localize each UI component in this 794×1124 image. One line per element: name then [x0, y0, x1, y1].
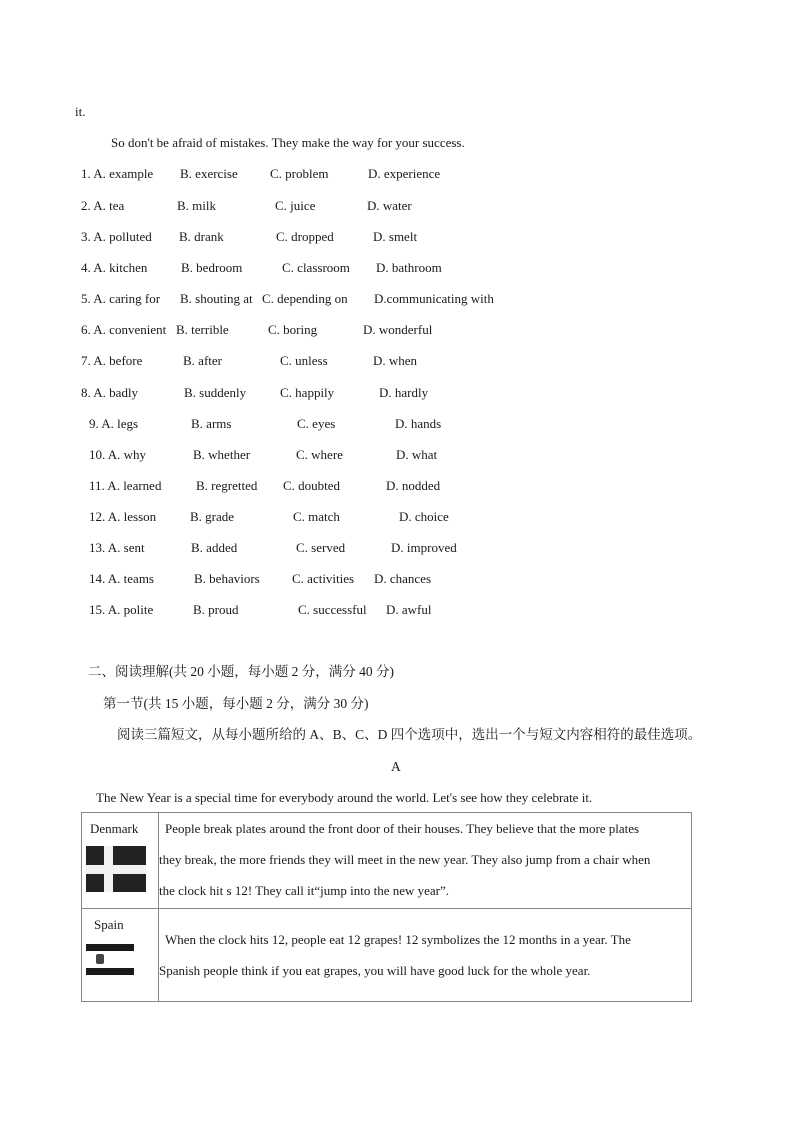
denmark-flag-icon — [86, 846, 146, 892]
option-c: C. eyes — [297, 416, 336, 431]
option-b: B. whether — [193, 447, 251, 462]
option-c: C. successful — [298, 602, 367, 617]
question-number-and-option-a: 10. A. why — [89, 447, 147, 462]
option-b: B. bedroom — [181, 260, 243, 275]
question-number-and-option-a: 3. A. polluted — [81, 229, 152, 244]
option-b: B. grade — [190, 509, 235, 524]
question-number-and-option-a: 8. A. badly — [81, 385, 139, 400]
option-d: D. awful — [386, 602, 432, 617]
top-fragment: it. — [75, 104, 86, 119]
option-b: B. after — [183, 353, 222, 368]
description-line: When the clock hits 12, people eat 12 grapes! 12 symbolizes the 12 months in a year. The — [165, 932, 631, 947]
option-b: B. milk — [177, 198, 217, 213]
table-row — [82, 909, 692, 1002]
option-d: D. improved — [391, 540, 457, 555]
description-line: Spanish people think if you eat grapes, you will have good luck for the whole year. — [159, 963, 591, 978]
option-c: C. activities — [292, 571, 355, 586]
option-c: C. served — [296, 540, 346, 555]
option-b: B. proud — [193, 602, 239, 617]
option-c: C. classroom — [282, 260, 350, 275]
option-d: D. hands — [395, 416, 442, 431]
option-d: D.communicating with — [374, 291, 494, 306]
option-d: D. choice — [399, 509, 449, 524]
option-b: B. arms — [191, 416, 232, 431]
description-line: People break plates around the front door of their houses. They believe that the more plates — [165, 821, 640, 836]
question-number-and-option-a: 4. A. kitchen — [81, 260, 148, 275]
question-number-and-option-a: 1. A. example — [81, 166, 154, 181]
country-cell — [82, 909, 159, 1002]
option-c: C. depending on — [262, 291, 348, 306]
question-number-and-option-a: 7. A. before — [81, 353, 143, 368]
option-d: D. hardly — [379, 385, 429, 400]
option-c: C. juice — [275, 198, 316, 213]
description-line: the clock hit s 12! They call it“jump into the new year”. — [159, 883, 450, 898]
question-number-and-option-a: 14. A. teams — [89, 571, 154, 586]
option-d: D. wonderful — [363, 322, 433, 337]
option-b: B. drank — [179, 229, 224, 244]
section-heading: 二、阅读理解(共 20 小题，每小题 2 分，满分 40 分) — [88, 664, 394, 679]
option-c: C. doubted — [283, 478, 341, 493]
country-name: Denmark — [90, 821, 139, 836]
option-b: B. suddenly — [184, 385, 247, 400]
option-b: B. exercise — [180, 166, 238, 181]
closing-line: So don't be afraid of mistakes. They make the way for your success. — [111, 135, 465, 150]
description-cell — [159, 813, 692, 909]
question-number-and-option-a: 6. A. convenient — [81, 322, 167, 337]
question-number-and-option-a: 5. A. caring for — [81, 291, 161, 306]
option-d: D. experience — [368, 166, 441, 181]
option-b: B. shouting at — [180, 291, 253, 306]
option-d: D. water — [367, 198, 412, 213]
option-b: B. regretted — [196, 478, 258, 493]
spain-flag-icon — [86, 940, 136, 980]
option-c: C. match — [293, 509, 340, 524]
instructions: 阅读三篇短文，从每小题所给的 A、B、C、D 四个选项中，选出一个与短文内容相符的最佳选项。 — [117, 727, 702, 742]
passage-letter: A — [391, 759, 401, 774]
option-d: D. smelt — [373, 229, 418, 244]
part-one-heading: 第一节(共 15 小题，每小题 2 分，满分 30 分) — [103, 696, 369, 711]
question-number-and-option-a: 9. A. legs — [89, 416, 139, 431]
option-b: B. behaviors — [194, 571, 260, 586]
question-number-and-option-a: 15. A. polite — [89, 602, 154, 617]
option-d: D. bathroom — [376, 260, 442, 275]
question-number-and-option-a: 2. A. tea — [81, 198, 125, 213]
option-d: D. when — [373, 353, 418, 368]
option-c: C. unless — [280, 353, 328, 368]
option-c: C. where — [296, 447, 343, 462]
option-c: C. boring — [268, 322, 318, 337]
option-b: B. terrible — [176, 322, 229, 337]
table-row — [82, 813, 692, 909]
option-b: B. added — [191, 540, 238, 555]
question-number-and-option-a: 11. A. learned — [89, 478, 162, 493]
country-name: Spain — [94, 917, 124, 932]
option-d: D. chances — [374, 571, 432, 586]
option-c: C. happily — [280, 385, 335, 400]
option-d: D. nodded — [386, 478, 441, 493]
option-c: C. problem — [270, 166, 329, 181]
description-line: they break, the more friends they will meet in the new year. They also jump from a chair when — [159, 852, 651, 867]
passage-intro: The New Year is a special time for everybody around the world. Let's see how they celebrate it. — [96, 790, 593, 805]
celebrations-table — [81, 812, 692, 1002]
option-c: C. dropped — [276, 229, 334, 244]
option-d: D. what — [396, 447, 438, 462]
question-number-and-option-a: 12. A. lesson — [89, 509, 157, 524]
description-cell — [159, 909, 692, 1002]
question-number-and-option-a: 13. A. sent — [89, 540, 145, 555]
country-cell — [82, 813, 159, 909]
